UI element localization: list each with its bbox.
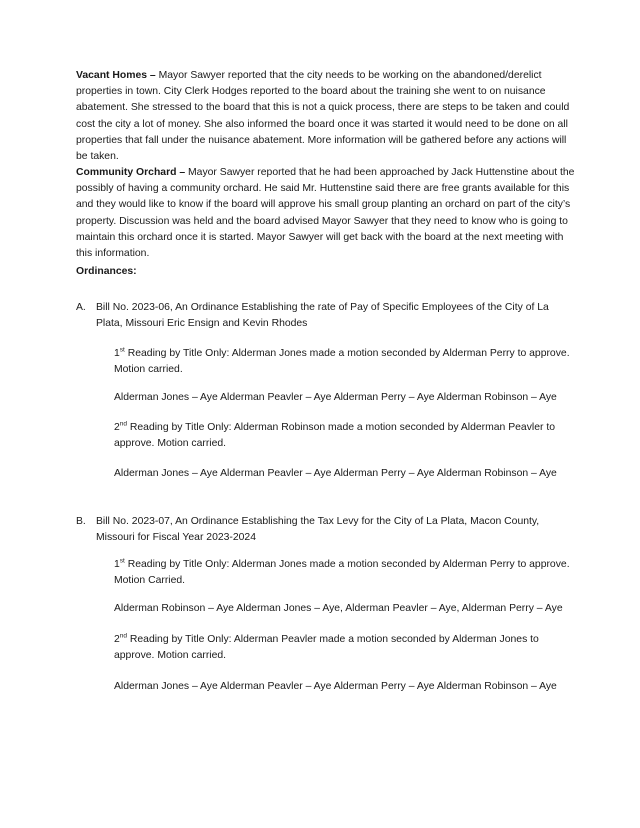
vacant-homes-heading: Vacant Homes – — [76, 70, 156, 81]
community-orchard-paragraph — [76, 165, 576, 262]
reading-ordinal: st — [119, 346, 125, 354]
ordinance-a-label: A. — [76, 302, 86, 313]
reading-ordinal: nd — [119, 632, 128, 640]
ordinances-heading: Ordinances: — [76, 266, 137, 277]
ordinance-b-title: Bill No. 2023-07, An Ordinance Establishing the Tax Levy for the City of La Plata, Macon County, Missouri for Fiscal Year 2023-2024 — [96, 516, 540, 543]
reading-number: 2 — [114, 422, 120, 433]
vacant-homes-paragraph — [76, 68, 576, 165]
ordinance-b-label: B. — [76, 516, 86, 527]
reading-ordinal: st — [119, 557, 125, 565]
community-orchard-heading: Community Orchard – — [76, 167, 186, 178]
reading-text: Reading by Title Only: Alderman Peavler made a motion seconded by Alderman Jones to approve. Motion carried. — [114, 634, 539, 661]
ordinance-a-first-vote: Alderman Jones – Aye Alderman Peavler – Aye Alderman Perry – Aye Alderman Robinson – Aye — [114, 392, 557, 403]
reading-number: 1 — [114, 559, 120, 570]
ordinance-b-second-reading — [114, 632, 574, 663]
reading-text: Reading by Title Only: Alderman Robinson made a motion seconded by Alderman Peavler to approve. Motion carried. — [114, 422, 556, 449]
vacant-homes-text: Mayor Sawyer reported that the city needs to be working on the abandoned/derelict properties in town. City Clerk Hodges reported to the board about the training she went to on nuisance abatement. She stressed to the board that this is not a quick process, there are steps to be taken and could cost the city a lot of money. She also informed the board once it was started it would need to be done on all properties that fall under the nuisance abatement. More information will be gathered before any actions will be taken. — [76, 70, 570, 163]
ordinance-a-title: Bill No. 2023-06, An Ordinance Establishing the rate of Pay of Specific Employees of the City of La Plata, Missouri Eric Ensign and Kevin Rhodes — [96, 302, 549, 329]
reading-ordinal: nd — [119, 420, 128, 428]
ordinance-b-first-vote: Alderman Robinson – Aye Alderman Jones – Aye, Alderman Peavler – Aye, Alderman Perry – Aye — [114, 603, 563, 614]
ordinance-a-second-reading — [114, 420, 574, 451]
ordinance-b-second-vote: Alderman Jones – Aye Alderman Peavler – Aye Alderman Perry – Aye Alderman Robinson – Aye — [114, 681, 557, 692]
ordinance-a-first-reading — [114, 346, 574, 377]
reading-text: Reading by Title Only: Alderman Jones made a motion seconded by Alderman Perry to approve. Motion Carried. — [114, 559, 570, 586]
ordinance-a-second-vote: Alderman Jones – Aye Alderman Peavler – Aye Alderman Perry – Aye Alderman Robinson – Aye — [114, 468, 557, 479]
reading-text: Reading by Title Only: Alderman Jones made a motion seconded by Alderman Perry to approve. Motion carried. — [114, 348, 570, 375]
community-orchard-text: Mayor Sawyer reported that he had been approached by Jack Huttenstine about the possibly of having a community orchard. He said Mr. Huttenstine said there are free grants available for this and they would like to know if the board will approve his small group planting an orchard on part of the city’s property. Discussion was held and the board advised Mayor Sawyer that they need to know who is going to maintain this orchard once it is started. Mayor Sawyer will get back with the board at the next meeting with this information. — [76, 167, 575, 260]
ordinance-b-first-reading — [114, 557, 574, 588]
reading-number: 1 — [114, 348, 120, 359]
reading-number: 2 — [114, 634, 120, 645]
